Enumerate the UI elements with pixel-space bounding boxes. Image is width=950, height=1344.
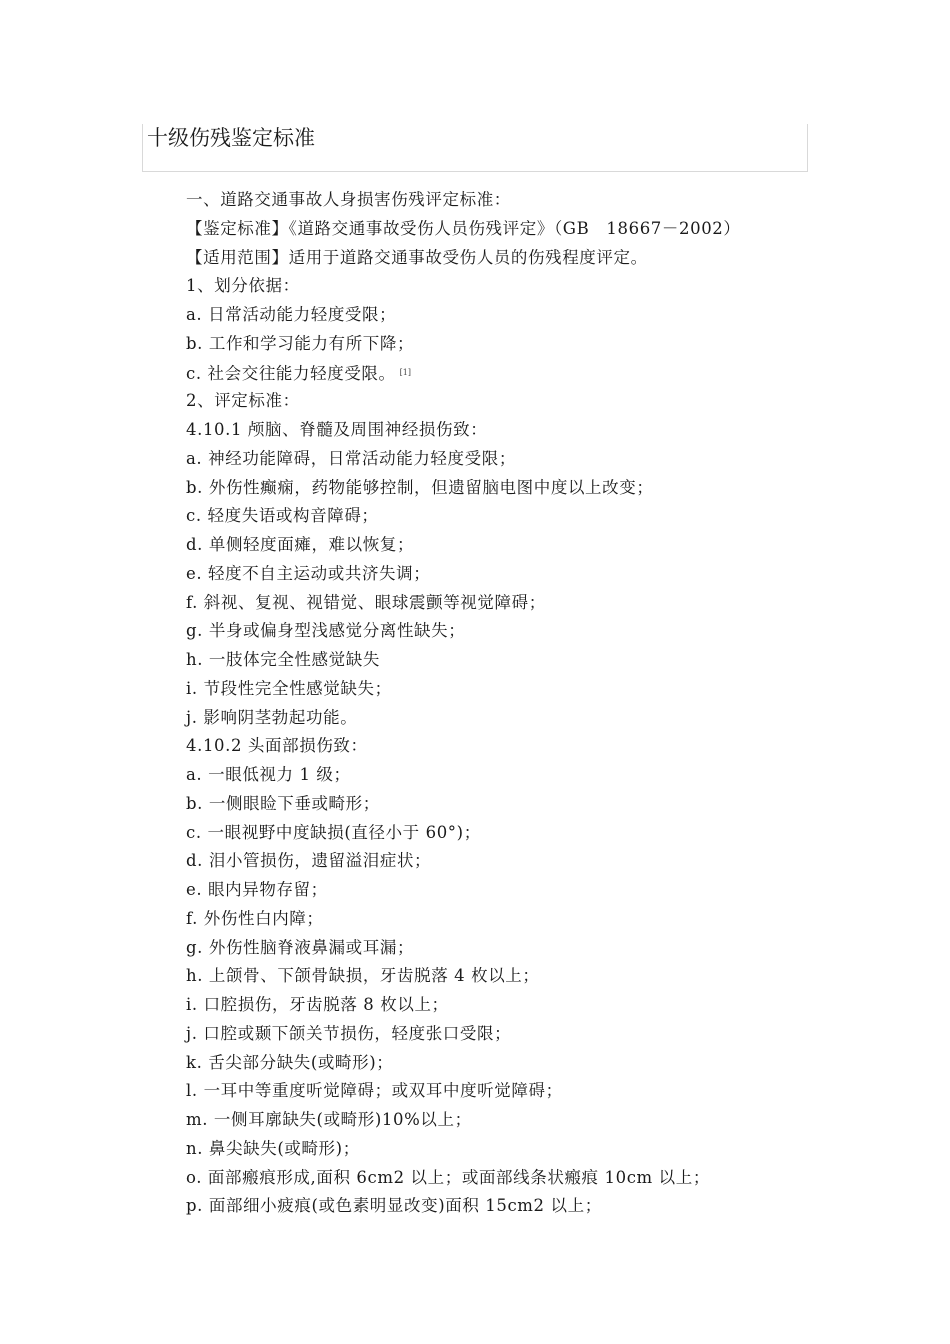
list-item: l. 一耳中等重度听觉障碍；或双耳中度听觉障碍； [186,1081,563,1101]
list-item: h. 上颌骨、下颌骨缺损，牙齿脱落 4 枚以上； [186,966,540,986]
footnote-reference[interactable]: [1] [399,367,411,377]
list-item: g. 半身或偏身型浅感觉分离性缺失； [186,621,466,641]
list-item: e. 轻度不自主运动或共济失调； [186,563,431,583]
section-heading: 一、道路交通事故人身损害伤残评定标准： [186,190,511,209]
clause-heading: 4.10.2 头面部损伤致： [186,736,368,756]
list-item: j. 口腔或颞下颌关节损伤，轻度张口受限； [186,1023,512,1043]
list-item: j. 影响阴茎勃起功能。 [186,707,358,727]
list-item: k. 舌尖部分缺失(或畸形)； [186,1052,394,1072]
list-item: b. 一侧眼睑下垂或畸形； [186,793,380,813]
standard-reference: 【鉴定标准】《道路交通事故受伤人员伤残评定》（GB 18667－2002） [186,218,741,238]
list-item: c. 一眼视野中度缺损(直径小于 60°)； [186,822,481,842]
clause-heading: 4.10.1 颅脑、脊髓及周围神经损伤致： [186,420,488,439]
list-item: h. 一肢体完全性感觉缺失 [186,650,380,669]
list-item: a. 神经功能障碍，日常活动能力轻度受限； [186,448,516,468]
list-item: b. 工作和学习能力有所下降； [186,333,415,353]
page-title: 十级伤残鉴定标准 [147,126,315,150]
list-item-text: c. 社会交往能力轻度受限。 [186,363,396,383]
list-item: c. 轻度失语或构音障碍； [186,506,379,526]
list-item: d. 泪小管损伤，遗留溢泪症状； [186,851,432,871]
subsection-heading: 1、划分依据： [186,276,300,296]
list-item: d. 单侧轻度面瘫，难以恢复； [186,535,415,554]
list-item: a. 一眼低视力 1 级； [186,765,351,784]
list-item: m. 一侧耳廓缺失(或畸形)10%以上； [186,1110,472,1129]
list-item: g. 外伤性脑脊液鼻漏或耳漏； [186,937,415,957]
list-item: a. 日常活动能力轻度受限； [186,305,397,324]
title-box [142,124,808,172]
list-item: b. 外伤性癫痫，药物能够控制，但遗留脑电图中度以上改变； [186,477,654,497]
subsection-heading: 2、评定标准： [186,391,300,411]
list-item-with-footnote [186,359,886,388]
list-item: n. 鼻尖缺失(或畸形)； [186,1138,360,1158]
list-item: i. 节段性完全性感觉缺失； [186,678,392,698]
list-item: o. 面部瘢痕形成,面积 6cm2 以上；或面部线条状瘢痕 10cm 以上； [186,1167,710,1187]
list-item: i. 口腔损伤，牙齿脱落 8 枚以上； [186,995,449,1014]
list-item: f. 外伤性白内障； [186,908,324,928]
document-body [186,186,886,1221]
list-item: f. 斜视、复视、视错觉、眼球震颤等视觉障碍； [186,592,546,612]
scope-statement: 【适用范围】适用于道路交通事故受伤人员的伤残程度评定。 [186,247,648,267]
list-item: p. 面部细小疲痕(或色素明显改变)面积 15cm2 以上； [186,1196,602,1216]
list-item: e. 眼内异物存留； [186,880,328,899]
